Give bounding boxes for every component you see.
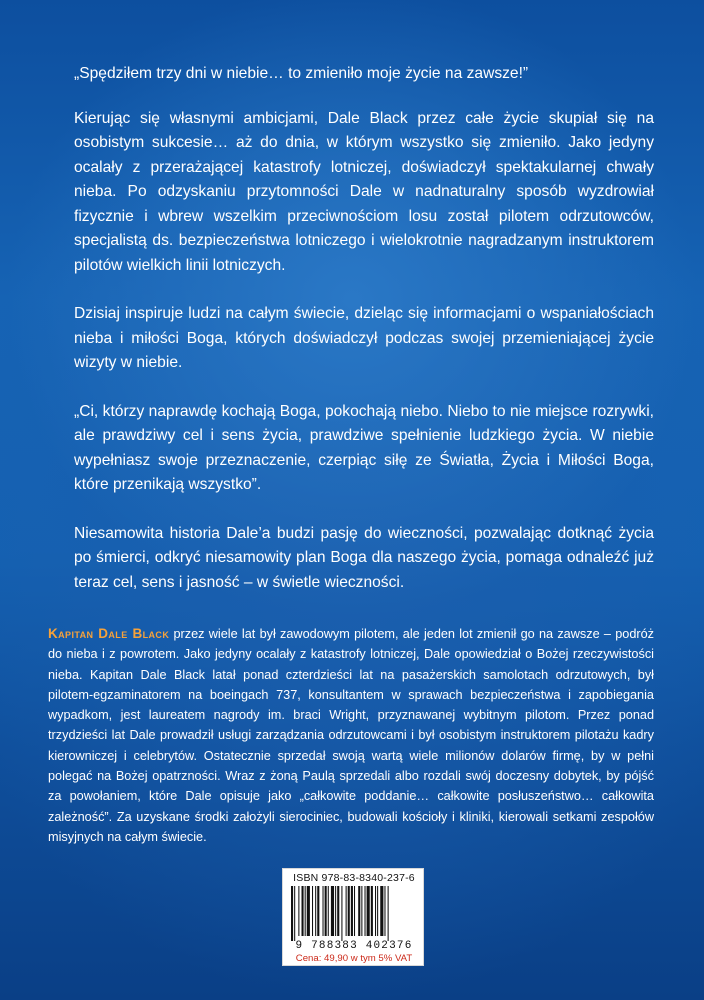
barcode-bar xyxy=(375,886,376,936)
price-label: Cena: 49,90 w tym 5% VAT xyxy=(295,953,413,964)
isbn-number: ISBN 978-83-8340-237-6 xyxy=(293,872,415,884)
barcode-bar xyxy=(361,886,362,936)
barcode-bar xyxy=(291,886,293,941)
barcode-bars xyxy=(289,886,419,941)
barcode-bar xyxy=(307,886,310,936)
barcode-bar xyxy=(365,886,366,936)
barcode-bar xyxy=(312,886,313,936)
author-bio xyxy=(48,624,654,847)
author-name: Kapitan Dale Black xyxy=(48,626,170,641)
barcode-bar xyxy=(377,886,378,936)
barcode-bar xyxy=(351,886,353,936)
barcode-bar xyxy=(367,886,370,936)
barcode-bar xyxy=(348,886,350,936)
description-paragraph-3: „Ci, którzy naprawdę kochają Boga, pokochają niebo. Niebo to nie miejsce rozrywki, ale prawdziwy cel i sens życia, prawdziwe spełnienie ludzkiego życia. W niebie wypełniasz swoje przeznaczenie, czerpiąc siłę ze Światła, Życia i Miłości Boga, które przenikają wszystko”. xyxy=(74,402,654,493)
barcode-bar xyxy=(298,886,299,936)
barcode-bar xyxy=(325,886,327,936)
barcode-bar xyxy=(371,886,373,936)
barcode-bar xyxy=(341,886,342,941)
barcode-bar xyxy=(380,886,383,936)
barcode-bar xyxy=(335,886,336,936)
barcode-label xyxy=(282,868,424,966)
barcode-bar xyxy=(388,886,389,941)
barcode-bar xyxy=(331,886,334,936)
author-bio-text: przez wiele lat był zawodowym pilotem, ale jeden lot zmienił go na zawsze – podróż do nieba i z powrotem. Jako jedyny ocalały z katastrofy lotniczej, Dale opowiedział o Bożej rzeczywistości nieba. Kapitan Dale Black latał ponad czterdzieści lat na pasażerskich samolotach odrzutowych, był pilotem-egzaminatorem na boeingach 737, konsultantem w sprawach bezpieczeństwa i zapobiegania wypadkom, jest laureatem nagrody im. braci Wright, przyznawanej wybitnym pilotom. Przez ponad trzydzieści lat Dale prowadził usługi zarządzania odrzutowcami i był osobistym instruktorem pilotażu kadry kierowniczej i celebrytów. Ostatecznie sprzedał swoją wartą wiele milionów dolarów firmę, by w pełni polegać na Bożej opatrzności. Wraz z żoną Paulą sprzedali albo rozdali swój doczesny dobytek, by pójść za powołaniem, które Dale opisuje jako „całkowite poddanie… całkowite posłuszeństwo… całkowita zależność”. Za uzyskane środki założyli sierociniec, budowali kościoły i kliniki, kierowali setkami zespołów misyjnych na całym świecie. xyxy=(48,627,654,844)
barcode-bar xyxy=(337,886,339,936)
description-paragraph-1: Kierując się własnymi ambicjami, Dale Black przez całe życie skupiał się na osobistym sukcesie… aż do dnia, w którym wszystko się zmieniło. Jako jedyny ocalały z przerażającej katastrofy lotniczej, doświadczył spektakularnej chwały nieba. Po odzyskaniu przytomności Dale w nadnaturalny sposób wyzdrowiał fizycznie i wbrew wszelkim przeciwnościom losu został pilotem odrzutowców, specjalistą ds. bezpieczeństwa lotniczego i wielokrotnie nagradzanym instruktorem pilotów wielkich linii lotniczych. xyxy=(74,109,654,274)
barcode-bar xyxy=(346,886,347,936)
barcode-bar xyxy=(315,886,316,936)
barcode-bar xyxy=(354,886,355,936)
barcode-bar xyxy=(384,886,385,936)
barcode-bar xyxy=(328,886,329,936)
book-description xyxy=(74,62,654,619)
barcode-bar xyxy=(305,886,306,936)
description-paragraph-4: Niesamowita historia Dale’a budzi pasję do wieczności, pozwalając dotknąć życia po śmierci, odkryć niesamowity plan Boga dla naszego życia, pomaga odnaleźć już teraz cel, sens i jasność – w świetle wieczności. xyxy=(74,524,654,591)
tagline-quote: „Spędziłem trzy dni w niebie… to zmieniło moje życie na zawsze!” xyxy=(74,65,529,82)
barcode-bar xyxy=(294,886,295,941)
barcode-bar xyxy=(323,886,324,936)
barcode-bar xyxy=(302,886,304,936)
description-paragraph-2: Dzisiaj inspiruje ludzi na całym świecie, dzieląc się informacjami o wspaniałościach nieba i miłości Boga, których doświadczył podczas swojej przemieniającej życie wizyty w niebie. xyxy=(74,305,654,371)
barcode-digits: 9 788383 402376 xyxy=(295,940,413,952)
barcode-bar xyxy=(317,886,319,936)
barcode-bar xyxy=(358,886,360,936)
